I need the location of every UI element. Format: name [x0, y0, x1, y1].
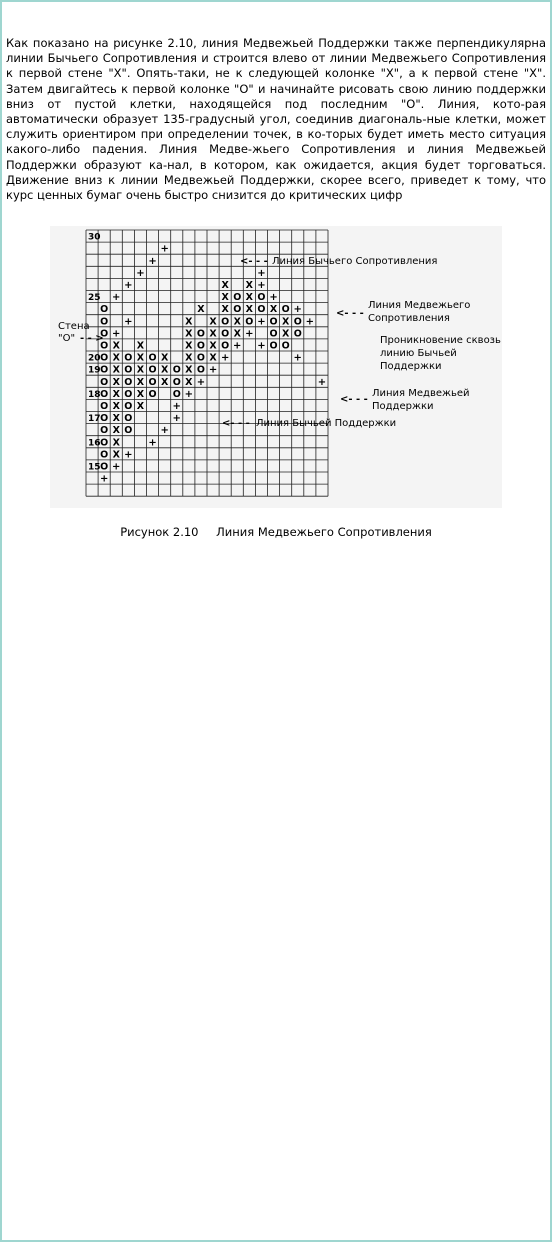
price-label: 20: [88, 353, 101, 364]
mark-plus: +: [172, 413, 181, 425]
mark-o: O: [148, 388, 157, 400]
mark-o: O: [100, 425, 109, 437]
mark-o: O: [100, 328, 109, 340]
mark-x: X: [185, 352, 193, 364]
mark-x: X: [269, 304, 278, 316]
price-label: 19: [88, 365, 101, 376]
mark-x: X: [112, 425, 120, 437]
label-wall-2: "O": [58, 333, 76, 344]
mark-plus: +: [136, 267, 145, 279]
mark-o: O: [148, 352, 157, 364]
mark-x: X: [136, 364, 145, 376]
mark-o: O: [269, 316, 278, 328]
mark-x: X: [136, 352, 145, 364]
mark-x: X: [136, 340, 145, 352]
mark-x: X: [160, 376, 169, 388]
mark-x: X: [136, 376, 145, 388]
mark-o: O: [196, 352, 205, 364]
mark-o: O: [124, 388, 133, 400]
mark-plus: +: [160, 425, 169, 437]
mark-x: X: [221, 304, 229, 316]
caption-title: Линия Медвежьего Сопротивления: [216, 525, 432, 539]
mark-plus: +: [160, 243, 169, 255]
mark-o: O: [221, 328, 230, 340]
arrow-bull-resistance: <- - -: [240, 256, 268, 267]
mark-x: X: [160, 352, 169, 364]
mark-x: X: [221, 280, 229, 291]
mark-o: O: [221, 340, 230, 352]
mark-o: O: [233, 304, 242, 316]
mark-o: O: [196, 328, 205, 340]
mark-o: O: [293, 316, 302, 328]
label-bear-resistance-1: Линия Медвежьего: [368, 300, 471, 311]
mark-o: O: [100, 304, 109, 316]
mark-x: X: [160, 364, 169, 376]
mark-plus: +: [148, 255, 157, 267]
mark-x: X: [185, 364, 193, 376]
mark-o: O: [100, 413, 109, 425]
label-bull-resistance: Линия Бычьего Сопротивления: [272, 256, 438, 267]
mark-x: X: [112, 437, 120, 449]
mark-plus: +: [257, 316, 266, 328]
label-bear-resistance-2: Сопротивления: [368, 313, 450, 324]
mark-x: X: [185, 376, 193, 388]
mark-x: X: [112, 340, 120, 352]
mark-plus: +: [257, 280, 266, 291]
mark-o: O: [148, 376, 157, 388]
mark-o: O: [124, 401, 133, 412]
mark-plus: +: [293, 352, 302, 364]
mark-o: O: [245, 316, 254, 328]
mark-plus: +: [172, 401, 181, 412]
mark-x: X: [233, 316, 241, 328]
mark-x: X: [136, 401, 145, 412]
point-and-figure-chart: [50, 226, 502, 508]
mark-plus: +: [233, 340, 242, 352]
price-label: 18: [88, 389, 101, 400]
mark-o: O: [100, 449, 109, 461]
mark-x: X: [233, 328, 241, 340]
mark-plus: +: [196, 376, 206, 388]
mark-o: O: [293, 328, 302, 340]
price-label: 15: [88, 462, 101, 473]
label-bear-support-1: Линия Медвежьей: [372, 388, 470, 399]
mark-x: X: [112, 449, 120, 461]
mark-o: O: [100, 316, 109, 328]
mark-plus: +: [184, 388, 194, 400]
mark-o: O: [100, 364, 109, 376]
mark-plus: +: [124, 449, 133, 461]
mark-o: O: [269, 340, 278, 352]
label-penetration-1: Проникновение сквозь: [380, 335, 501, 346]
mark-plus: +: [124, 316, 133, 328]
mark-plus: +: [305, 316, 315, 328]
price-label: 17: [88, 414, 101, 425]
mark-o: O: [100, 461, 109, 473]
arrow-bear-support: <- - -: [340, 394, 368, 405]
mark-o: O: [148, 364, 157, 376]
arrow-bear-resistance: <- - -: [336, 308, 364, 319]
price-label: 25: [88, 293, 101, 304]
price-label: 30: [88, 232, 101, 243]
arrow-wall: - - >: [80, 333, 104, 344]
mark-o: O: [124, 376, 133, 388]
mark-o: O: [196, 340, 205, 352]
mark-x: X: [112, 352, 120, 364]
mark-plus: +: [148, 437, 157, 449]
mark-o: O: [100, 352, 109, 364]
mark-plus: +: [124, 280, 133, 291]
label-wall-1: Стена: [58, 321, 90, 332]
mark-plus: +: [257, 267, 266, 279]
mark-o: O: [124, 352, 133, 364]
mark-o: O: [257, 292, 266, 304]
mark-o: O: [233, 292, 242, 304]
mark-o: O: [100, 340, 109, 352]
mark-x: X: [112, 376, 120, 388]
mark-x: X: [245, 280, 254, 291]
mark-o: O: [196, 364, 205, 376]
mark-o: O: [281, 340, 290, 352]
label-penetration-2: линию Бычьей: [380, 348, 457, 359]
mark-o: O: [124, 364, 133, 376]
label-bear-support-2: Поддержки: [372, 401, 434, 412]
mark-plus: +: [245, 328, 254, 340]
mark-x: X: [136, 388, 145, 400]
mark-x: X: [112, 413, 120, 425]
mark-x: X: [245, 292, 254, 304]
mark-plus: +: [112, 328, 121, 340]
mark-o: O: [124, 425, 133, 437]
mark-o: O: [124, 413, 133, 425]
mark-plus: +: [112, 461, 121, 473]
mark-o: O: [172, 364, 181, 376]
mark-x: X: [185, 328, 193, 340]
mark-x: X: [112, 364, 120, 376]
mark-x: X: [281, 328, 290, 340]
mark-plus: +: [293, 304, 302, 316]
mark-x: X: [197, 304, 205, 316]
mark-plus: +: [220, 352, 230, 364]
label-bull-support: Линия Бычьей Поддержки: [256, 418, 397, 429]
mark-x: X: [185, 316, 193, 328]
mark-plus: +: [269, 292, 278, 304]
label-penetration-3: Поддержки: [380, 361, 442, 372]
mark-x: X: [209, 316, 217, 328]
caption-number: Рисунок 2.10: [120, 525, 199, 539]
mark-plus: +: [99, 473, 109, 485]
mark-x: X: [112, 401, 120, 412]
mark-o: O: [172, 376, 181, 388]
mark-o: O: [269, 328, 278, 340]
mark-plus: +: [208, 364, 218, 376]
mark-o: O: [281, 304, 290, 316]
price-label: 16: [88, 438, 101, 449]
mark-o: O: [257, 304, 266, 316]
arrow-bull-support: <- - -: [222, 418, 250, 429]
mark-o: O: [172, 388, 181, 400]
mark-x: X: [209, 328, 217, 340]
mark-x: X: [185, 340, 193, 352]
mark-o: O: [100, 437, 109, 449]
mark-x: X: [209, 340, 217, 352]
body-paragraph: Как показано на рисунке 2.10, линия Медвежьей Поддержки также перпендикулярна линии Бычьего Сопротивления и строится влево от линии Медвежьего Сопротивления к первой стене "X". Опять-таки, не к следующей колонке "X", а к первой стене "X". Затем двигайтесь к первой колонке "O" и начинайте рисовать свою линию поддержки вниз от пустой клетки, находящейся под последним "O". Линия, кото-рая автоматически образует 135-градусный угол, соединив диагональ-ные клетки, может служить ориентиром при определении точек, в ко-торых будет иметь место ситуация какого-либо падения. Линия Медве-жьего Сопротивления и линия Медвежьей Поддержки образуют ка-нал, в котором, как ожидается, акция будет торговаться. Движение вниз к линии Медвежьей Поддержки, скорее всего, приведет к тому, что курс ценных бумаг очень быстро снизится до критических цифр: [6, 36, 546, 203]
mark-x: X: [221, 292, 229, 304]
chart-svg: [50, 226, 502, 508]
mark-x: X: [112, 388, 120, 400]
mark-o: O: [100, 388, 109, 400]
mark-x: X: [209, 352, 217, 364]
mark-plus: +: [257, 340, 266, 352]
mark-o: O: [100, 401, 109, 412]
mark-x: X: [245, 304, 254, 316]
mark-plus: +: [317, 376, 327, 388]
mark-o: O: [100, 376, 109, 388]
figure-caption: [0, 525, 552, 539]
mark-x: X: [281, 316, 290, 328]
mark-o: O: [221, 316, 230, 328]
mark-plus: +: [112, 292, 121, 304]
